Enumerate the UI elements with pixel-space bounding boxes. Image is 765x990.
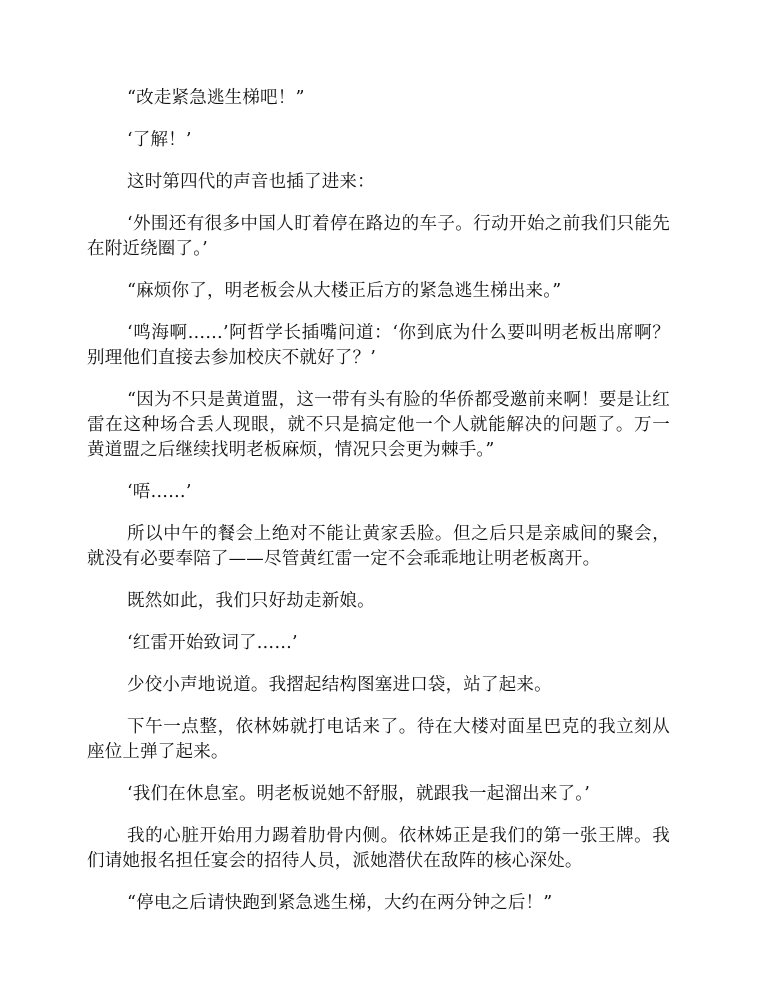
paragraph-5: “麻烦你了，明老板会从大楼正后方的紧急逃生梯出来。” [127,281,562,301]
paragraph-11: ‘红雷开始致词了……’ [127,633,298,653]
paragraph-13: 下午一点整，依林姊就打电话来了。待在大楼对面星巴克的我立刻从座位上弹了起来。 [87,717,670,762]
paragraph-3: 这时第四代的声音也插了进来： [127,172,375,192]
paragraph-15: 我的心脏开始用力踢着肋骨内侧。依林姊正是我们的第一张王牌。我们请她报名担任宴会的招待人员，派她潜伏在敌阵的核心深处。 [87,826,670,871]
paragraph-14: ‘我们在休息室。明老板说她不舒服，就跟我一起溜出来了。’ [127,784,590,804]
paragraph-12: 少佼小声地说道。我摺起结构图塞进口袋，站了起来。 [127,675,552,695]
paragraph-4: ‘外围还有很多中国人盯着停在路边的车子。行动开始之前我们只能先在附近绕圈了。’ [87,214,670,259]
paragraph-16: “停电之后请快跑到紧急逃生梯，大约在两分钟之后！” [127,893,553,913]
paragraph-8: ‘唔……’ [127,482,192,502]
paragraph-9: 所以中午的餐会上绝对不能让黄家丢脸。但之后只是亲戚间的聚会，就没有必要奉陪了——尽管黄红雷一定不会乖乖地让明老板离开。 [87,524,670,569]
paragraph-2: ‘了解！’ [127,130,192,150]
paragraph-1: “改走紧急逃生梯吧！” [127,88,305,108]
paragraph-7: “因为不只是黄道盟，这一带有头有脸的华侨都受邀前来啊！要是让红雷在这种场合丢人现眼，就不只是搞定他一个人就能解决的问题了。万一黄道盟之后继续找明老板麻烦，情况只会更为棘手。” [87,390,670,460]
paragraph-6: ‘鸣海啊……’阿哲学长插嘴问道：‘你到底为什么要叫明老板出席啊？别理他们直接去参加校庆不就好了？’ [87,323,670,368]
paragraph-10: 既然如此，我们只好劫走新娘。 [127,591,375,611]
